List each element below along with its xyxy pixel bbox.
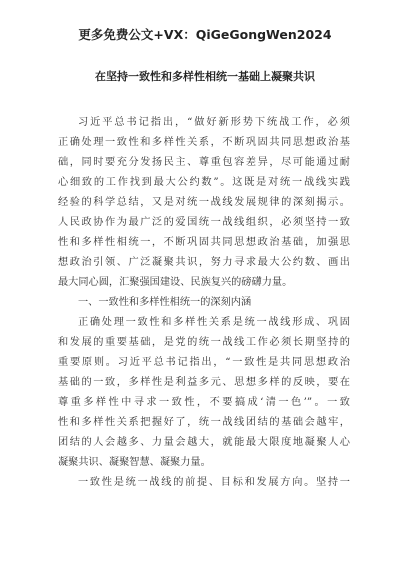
section-heading: 一、一致性和多样性相统一的深刻内涵 [78,297,252,308]
paragraph-line: 心细致的工作找到最大公约数”。这既是对统一战线实践 [58,177,350,188]
paragraph-line: 性和多样性相统一，不断巩固共同思想政治基础，加强思 [58,237,350,248]
paragraph-line: 经验的科学总结，又是对统一战线发展规律的深刻揭示。 [58,197,350,208]
paragraph-line: 团结的人会越多、力量会越大，就能最大限度地凝聚人心 [58,437,350,448]
paragraph-line: 人民政协作为最广泛的爱国统一战线组织，必须坚持一致 [58,217,350,228]
paragraph-line: 重要原则。习近平总书记指出，“一致性是共同思想政治 [58,357,350,368]
watermark-header: 更多免费公文+VX：QiGeGongWen2024 [78,27,332,42]
paragraph-line: 一致性是统一战线的前提、目标和发展方向。坚持一 [78,477,350,488]
paragraph-line: 础，同时要充分发扬民主、尊重包容差异，尽可能通过耐 [58,157,350,168]
document-body [58,113,350,493]
paragraph-line: 尊重多样性中寻求一致性，不要搞成‘清一色’”。一致 [58,397,350,408]
paragraph-line: 和发展的重要基础，是党的统一战线工作必须长期坚持的 [58,337,350,348]
paragraph-line: 性和多样性关系把握好了，统一战线团结的基础会越牢， [58,417,350,428]
paragraph-line: 最大同心圆，汇聚强国建设、民族复兴的磅礴力量。 [58,277,293,288]
paragraph-line: 正确处理一致性和多样性关系，不断巩固共同思想政治基 [58,137,350,148]
document-title: 在坚持一致性和多样性相统一基础上凝聚共识 [95,70,315,83]
paragraph-line: 习近平总书记指出，“做好新形势下统战工作，必须 [78,117,350,128]
paragraph-line: 正确处理一致性和多样性关系是统一战线形成、巩固 [78,317,350,328]
paragraph-line: 基础的一致，多样性是利益多元、思想多样的反映，要在 [58,377,350,388]
paragraph-line: 凝聚共识、凝聚智慧、凝聚力量。 [58,457,211,468]
paragraph-line: 想政治引领、广泛凝聚共识，努力寻求最大公约数、画出 [58,257,350,268]
